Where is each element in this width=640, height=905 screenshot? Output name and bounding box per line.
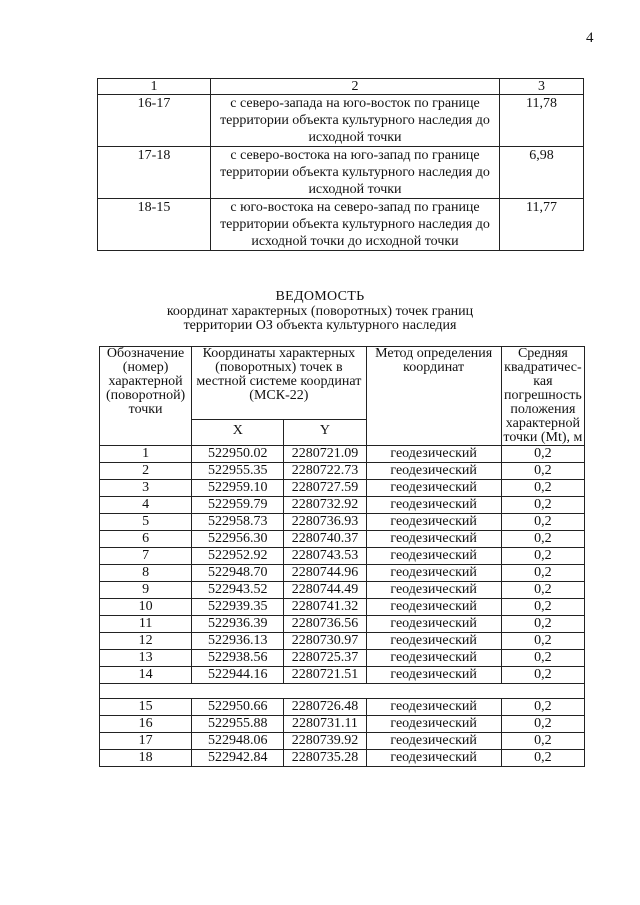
length-cell: 11,78	[500, 95, 584, 147]
coordinates-header-row	[100, 347, 585, 420]
table-header-row	[98, 79, 584, 95]
method-cell: геодезический	[366, 497, 501, 514]
point-number-cell: 5	[100, 514, 192, 531]
y-coordinate-cell: 2280736.93	[284, 514, 366, 531]
empty-cell	[501, 684, 584, 699]
table-row	[100, 699, 585, 716]
y-coordinate-cell: 2280722.73	[284, 463, 366, 480]
y-coordinate-cell: 2280735.28	[284, 750, 366, 767]
point-number-cell: 3	[100, 480, 192, 497]
table-row	[100, 616, 585, 633]
x-coordinate-cell: 522943.52	[192, 582, 284, 599]
table-row	[100, 463, 585, 480]
method-cell: геодезический	[366, 633, 501, 650]
table-row	[100, 716, 585, 733]
point-number-cell: 12	[100, 633, 192, 650]
method-cell: геодезический	[366, 446, 501, 463]
point-number-cell: 8	[100, 565, 192, 582]
point-number-cell: 2	[100, 463, 192, 480]
error-cell: 0,2	[501, 531, 584, 548]
table-row	[98, 147, 584, 199]
empty-cell	[366, 684, 501, 699]
method-cell: геодезический	[366, 531, 501, 548]
x-coordinate-cell: 522958.73	[192, 514, 284, 531]
method-cell: геодезический	[366, 514, 501, 531]
table-row	[100, 446, 585, 463]
table-row	[98, 199, 584, 251]
y-coordinate-cell: 2280744.49	[284, 582, 366, 599]
y-coordinate-cell: 2280743.53	[284, 548, 366, 565]
point-header: Обозначение (номер) характерной (поворотной) точки	[100, 347, 192, 446]
y-coordinate-cell: 2280727.59	[284, 480, 366, 497]
table-row	[100, 750, 585, 767]
column-number-1: 1	[98, 79, 211, 95]
error-cell: 0,2	[501, 565, 584, 582]
method-cell: геодезический	[366, 750, 501, 767]
method-cell: геодезический	[366, 582, 501, 599]
segment-cell: 16-17	[98, 95, 211, 147]
table-row	[100, 565, 585, 582]
method-cell: геодезический	[366, 480, 501, 497]
statement-subtitle-line-2: территории ОЗ объекта культурного наследия	[183, 318, 457, 333]
point-number-cell: 1	[100, 446, 192, 463]
error-cell: 0,2	[501, 650, 584, 667]
table-row	[100, 480, 585, 497]
empty-cell	[284, 684, 366, 699]
x-coordinate-cell: 522936.39	[192, 616, 284, 633]
description-cell: с северо-востока на юго-запад по границе территории объекта культурного наследия до исходной точки	[211, 147, 500, 199]
method-cell: геодезический	[366, 667, 501, 684]
x-coordinate-cell: 522956.30	[192, 531, 284, 548]
y-coordinate-cell: 2280736.56	[284, 616, 366, 633]
table-row	[100, 514, 585, 531]
x-coordinate-cell: 522959.10	[192, 480, 284, 497]
error-cell: 0,2	[501, 699, 584, 716]
error-cell: 0,2	[501, 497, 584, 514]
point-number-cell: 16	[100, 716, 192, 733]
x-coordinate-cell: 522950.02	[192, 446, 284, 463]
x-coordinate-cell: 522948.06	[192, 733, 284, 750]
method-cell: геодезический	[366, 548, 501, 565]
error-cell: 0,2	[501, 750, 584, 767]
table-row	[100, 633, 585, 650]
group-separator-row	[100, 684, 585, 699]
method-cell: геодезический	[366, 616, 501, 633]
table-row	[100, 497, 585, 514]
y-coordinate-cell: 2280721.51	[284, 667, 366, 684]
x-coordinate-cell: 522942.84	[192, 750, 284, 767]
table-row	[98, 95, 584, 147]
empty-cell	[192, 684, 284, 699]
segment-cell: 18-15	[98, 199, 211, 251]
y-coordinate-cell: 2280739.92	[284, 733, 366, 750]
table-row	[100, 733, 585, 750]
y-coordinate-cell: 2280732.92	[284, 497, 366, 514]
table-row	[100, 548, 585, 565]
y-coordinate-cell: 2280726.48	[284, 699, 366, 716]
point-number-cell: 11	[100, 616, 192, 633]
method-cell: геодезический	[366, 565, 501, 582]
method-cell: геодезический	[366, 463, 501, 480]
y-coordinate-cell: 2280731.11	[284, 716, 366, 733]
error-cell: 0,2	[501, 548, 584, 565]
point-number-cell: 6	[100, 531, 192, 548]
error-cell: 0,2	[501, 716, 584, 733]
boundary-description-table	[97, 78, 584, 251]
error-header: Средняя квадратичес-кая погрешность положения характерной точки (Mt), м	[501, 347, 584, 446]
y-coordinate-cell: 2280741.32	[284, 599, 366, 616]
table-row	[100, 667, 585, 684]
column-number-2: 2	[211, 79, 500, 95]
method-cell: геодезический	[366, 650, 501, 667]
error-cell: 0,2	[501, 446, 584, 463]
length-cell: 11,77	[500, 199, 584, 251]
point-number-cell: 10	[100, 599, 192, 616]
statement-title: ВЕДОМОСТЬ	[275, 289, 365, 304]
point-number-cell: 13	[100, 650, 192, 667]
error-cell: 0,2	[501, 667, 584, 684]
x-coordinate-cell: 522944.16	[192, 667, 284, 684]
method-cell: геодезический	[366, 699, 501, 716]
y-coordinate-cell: 2280744.96	[284, 565, 366, 582]
statement-subtitle-line-1: координат характерных (поворотных) точек границ	[166, 304, 474, 319]
x-coordinate-cell: 522955.35	[192, 463, 284, 480]
length-cell: 6,98	[500, 147, 584, 199]
x-coordinate-cell: 522959.79	[192, 497, 284, 514]
page-number: 4	[586, 30, 594, 46]
error-cell: 0,2	[501, 514, 584, 531]
empty-cell	[100, 684, 192, 699]
y-coordinate-cell: 2280721.09	[284, 446, 366, 463]
x-coordinate-cell: 522936.13	[192, 633, 284, 650]
point-number-cell: 14	[100, 667, 192, 684]
description-cell: с северо-запада на юго-восток по границе территории объекта культурного наследия до исходной точки	[211, 95, 500, 147]
point-number-cell: 7	[100, 548, 192, 565]
description-cell: с юго-востока на северо-запад по границе территории объекта культурного наследия до исходной точки до исходной точки	[211, 199, 500, 251]
table-row	[100, 599, 585, 616]
y-coordinate-cell: 2280740.37	[284, 531, 366, 548]
x-coordinate-cell: 522950.66	[192, 699, 284, 716]
error-cell: 0,2	[501, 599, 584, 616]
segment-cell: 17-18	[98, 147, 211, 199]
method-cell: геодезический	[366, 716, 501, 733]
x-coordinate-cell: 522952.92	[192, 548, 284, 565]
x-coordinate-cell: 522948.70	[192, 565, 284, 582]
x-header: X	[192, 419, 284, 445]
coordinates-table	[99, 346, 585, 767]
x-coordinate-cell: 522955.88	[192, 716, 284, 733]
point-number-cell: 15	[100, 699, 192, 716]
table-row	[100, 650, 585, 667]
error-cell: 0,2	[501, 633, 584, 650]
coordinates-header: Координаты характерных (поворотных) точек в местной системе координат (МСК-22)	[192, 347, 366, 420]
method-cell: геодезический	[366, 599, 501, 616]
method-cell: геодезический	[366, 733, 501, 750]
error-cell: 0,2	[501, 463, 584, 480]
x-coordinate-cell: 522939.35	[192, 599, 284, 616]
error-cell: 0,2	[501, 733, 584, 750]
y-coordinate-cell: 2280730.97	[284, 633, 366, 650]
table-row	[100, 582, 585, 599]
y-header: Y	[284, 419, 366, 445]
point-number-cell: 9	[100, 582, 192, 599]
coordinates-body	[100, 446, 585, 767]
error-cell: 0,2	[501, 582, 584, 599]
x-coordinate-cell: 522938.56	[192, 650, 284, 667]
column-number-3: 3	[500, 79, 584, 95]
error-cell: 0,2	[501, 480, 584, 497]
table-row	[100, 531, 585, 548]
method-header: Метод определения координат	[366, 347, 501, 446]
y-coordinate-cell: 2280725.37	[284, 650, 366, 667]
error-cell: 0,2	[501, 616, 584, 633]
point-number-cell: 4	[100, 497, 192, 514]
point-number-cell: 18	[100, 750, 192, 767]
point-number-cell: 17	[100, 733, 192, 750]
